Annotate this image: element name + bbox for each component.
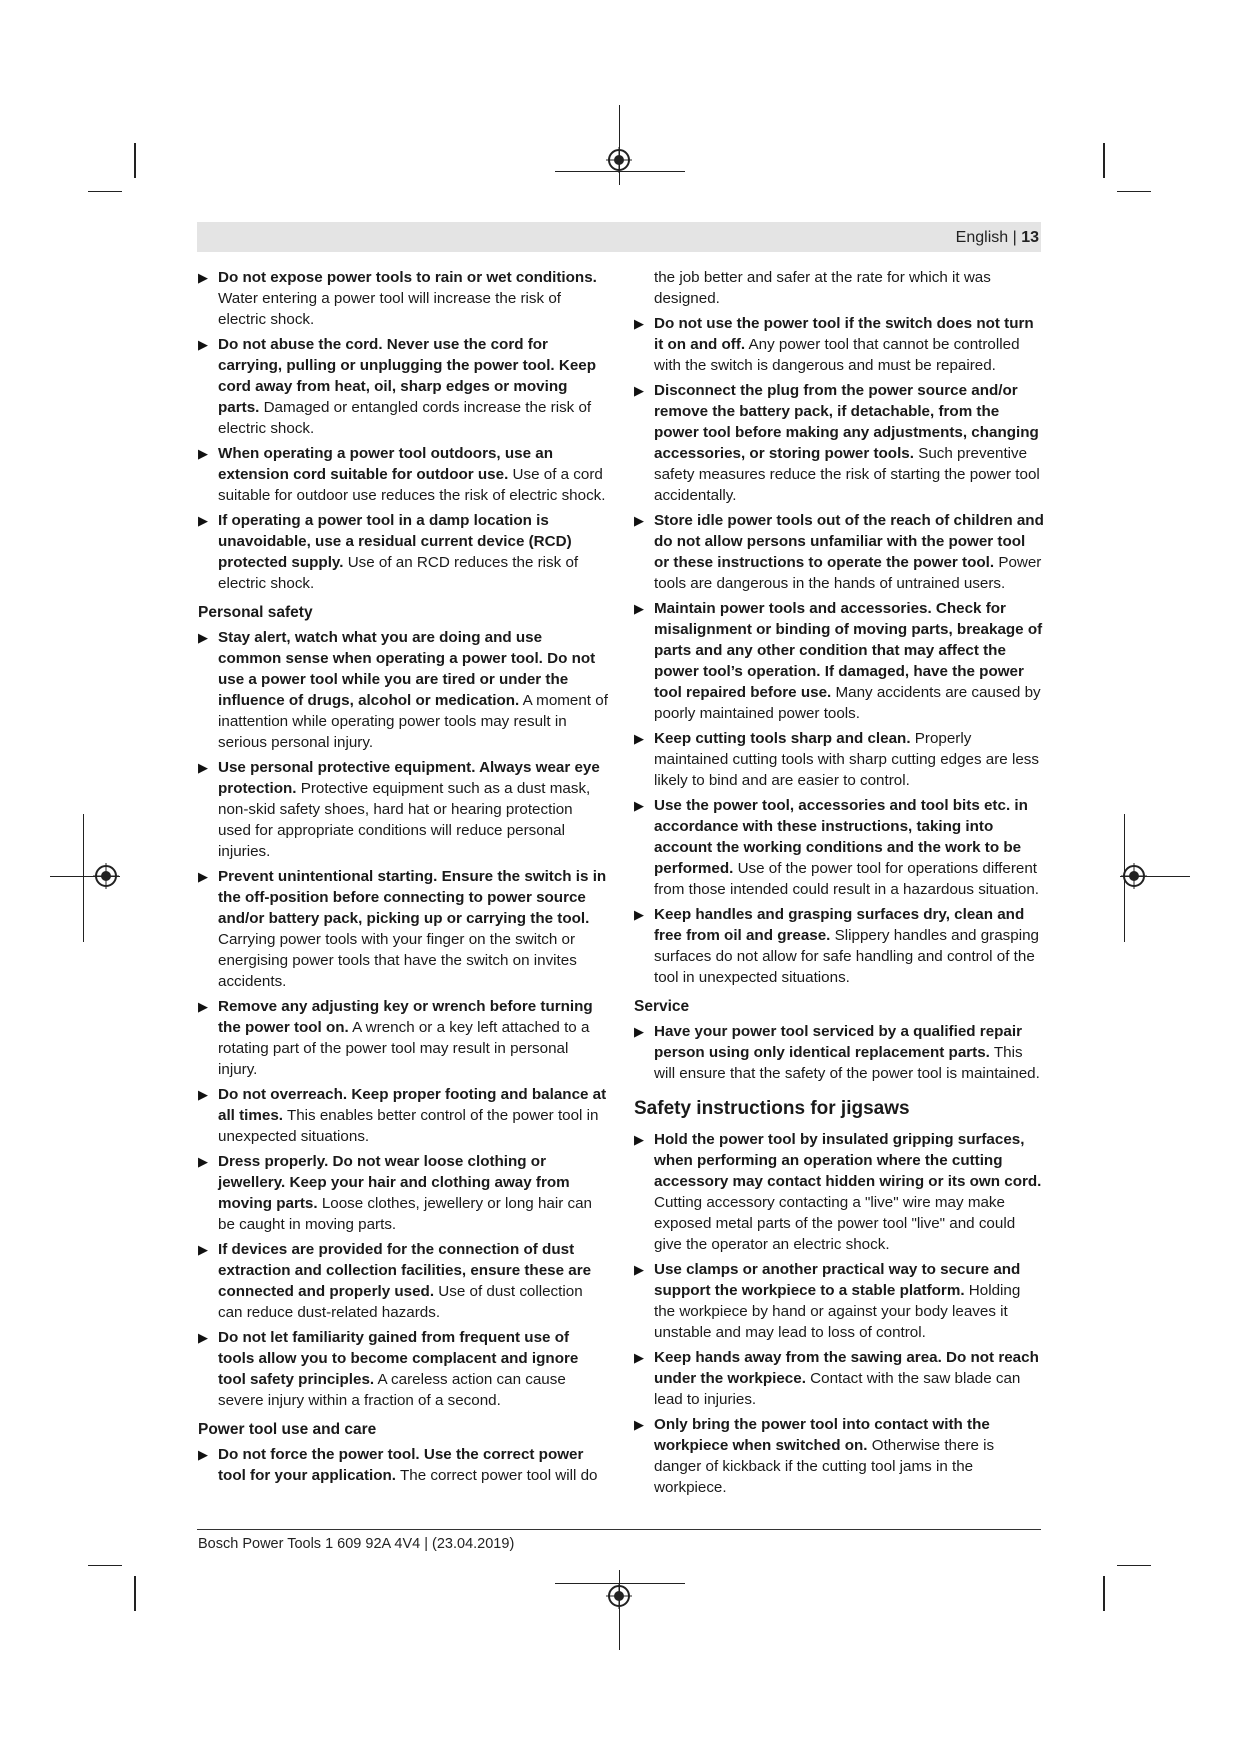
safety-instruction bbox=[198, 510, 608, 594]
triangle-bullet-icon: ▶ bbox=[198, 1330, 208, 1345]
instruction-text: The correct power tool will do bbox=[399, 1467, 598, 1484]
instruction-text: Properly maintained cutting tools with sharp cutting edges are less likely to bind and are easier to control. bbox=[654, 730, 1039, 789]
instruction-text: Slippery handles and grasping surfaces do not allow for safe handling and control of the tool in unexpected situations. bbox=[654, 927, 1039, 986]
safety-instruction bbox=[198, 1084, 608, 1147]
instruction-lead: Use personal protective equipment. Always wear eye protection. bbox=[218, 759, 600, 797]
safety-instruction bbox=[634, 313, 1044, 376]
crop-mark bbox=[134, 143, 136, 178]
instruction-lead: Stay alert, watch what you are doing and use common sense when operating a power tool. Do not use a power tool while you are tired or under the influence of drugs, alcohol or medication. bbox=[218, 629, 596, 709]
instruction-lead: Hold the power tool by insulated gripping surfaces, when performing an operation where the cutting accessory may contact hidden wiring or its own cord. bbox=[654, 1131, 1042, 1190]
instruction-lead: Maintain power tools and accessories. Check for misalignment or binding of moving parts, breakage of parts and any other condition that may affect the power tool’s operation. If damaged, have the power tool repaired before use. bbox=[654, 600, 1043, 701]
instruction-text: Water entering a power tool will increase the risk of electric shock. bbox=[218, 290, 561, 328]
triangle-bullet-icon: ▶ bbox=[198, 337, 208, 352]
instruction-text: Use of a cord suitable for outdoor use reduces the risk of electric shock. bbox=[218, 466, 606, 504]
safety-instruction bbox=[634, 598, 1044, 724]
instruction-lead: Dress properly. Do not wear loose clothing or jewellery. Keep your hair and clothing away from moving parts. bbox=[218, 1153, 570, 1212]
safety-instruction bbox=[198, 334, 608, 439]
section-heading: Safety instructions for jigsaws bbox=[634, 1098, 910, 1119]
instruction-text: Such preventive safety measures reduce the risk of starting the power tool accidentally. bbox=[654, 445, 1040, 504]
instruction-text: Power tools are dangerous in the hands of untrained users. bbox=[654, 554, 1042, 592]
instruction-lead: Keep cutting tools sharp and clean. bbox=[654, 730, 911, 747]
instruction-text: Carrying power tools with your finger on the switch or energising power tools that have the switch on invites accidents. bbox=[218, 931, 577, 990]
instruction-text: A wrench or a key left attached to a rotating part of the power tool may result in personal injury. bbox=[218, 1019, 590, 1078]
instruction-lead: Have your power tool serviced by a qualified repair person using only identical replacement parts. bbox=[654, 1023, 1022, 1061]
instruction-lead: Do not let familiarity gained from frequent use of tools allow you to become complacent and ignore tool safety principles. bbox=[218, 1329, 579, 1388]
safety-instruction bbox=[198, 1151, 608, 1235]
triangle-bullet-icon: ▶ bbox=[634, 1024, 644, 1039]
instruction-lead: When operating a power tool outdoors, use an extension cord suitable for outdoor use. bbox=[218, 445, 553, 483]
header-separator: | bbox=[1008, 229, 1022, 246]
triangle-bullet-icon: ▶ bbox=[634, 383, 644, 398]
section-heading: Personal safety bbox=[198, 604, 313, 621]
safety-instruction bbox=[634, 510, 1044, 594]
instruction-text: A moment of inattention while operating power tools may result in serious personal injury. bbox=[218, 692, 608, 751]
instruction-text: Many accidents are caused by poorly maintained power tools. bbox=[654, 684, 1041, 722]
instruction-text: Any power tool that cannot be controlled with the switch is dangerous and must be repaired. bbox=[654, 336, 1020, 374]
triangle-bullet-icon: ▶ bbox=[634, 907, 644, 922]
safety-instruction bbox=[198, 1327, 608, 1411]
instruction-text: A careless action can cause severe injury within a fraction of a second. bbox=[218, 1371, 566, 1409]
triangle-bullet-icon: ▶ bbox=[198, 1087, 208, 1102]
instruction-text: This enables better control of the power tool in unexpected situations. bbox=[218, 1107, 599, 1145]
instruction-lead: Keep handles and grasping surfaces dry, clean and free from oil and grease. bbox=[654, 906, 1025, 944]
safety-instruction bbox=[198, 1239, 608, 1323]
instruction-lead: Do not abuse the cord. Never use the cord for carrying, pulling or unplugging the power tool. Keep cord away from heat, oil, sharp edges or moving parts. bbox=[218, 336, 596, 416]
triangle-bullet-icon: ▶ bbox=[198, 1242, 208, 1257]
safety-instruction bbox=[634, 380, 1044, 506]
instruction-lead: If devices are provided for the connection of dust extraction and collection facilities, ensure these are connected and properly used. bbox=[218, 1241, 592, 1300]
crop-mark bbox=[88, 191, 122, 192]
safety-instruction bbox=[634, 1259, 1044, 1343]
triangle-bullet-icon: ▶ bbox=[634, 731, 644, 746]
continued-paragraph bbox=[634, 267, 1044, 309]
triangle-bullet-icon: ▶ bbox=[634, 1132, 644, 1147]
instruction-lead: If operating a power tool in a damp location is unavoidable, use a residual current device (RCD) protected supply. bbox=[218, 512, 572, 571]
safety-instruction bbox=[198, 866, 608, 992]
triangle-bullet-icon: ▶ bbox=[634, 1417, 644, 1432]
safety-instruction bbox=[634, 1414, 1044, 1498]
triangle-bullet-icon: ▶ bbox=[198, 1154, 208, 1169]
triangle-bullet-icon: ▶ bbox=[198, 513, 208, 528]
safety-instruction bbox=[198, 1444, 608, 1486]
triangle-bullet-icon: ▶ bbox=[634, 1350, 644, 1365]
safety-instruction bbox=[634, 795, 1044, 900]
crop-mark bbox=[1117, 1565, 1151, 1566]
footer-rule bbox=[197, 1529, 1041, 1530]
triangle-bullet-icon: ▶ bbox=[634, 1262, 644, 1277]
safety-instruction bbox=[198, 996, 608, 1080]
triangle-bullet-icon: ▶ bbox=[198, 270, 208, 285]
section-heading: Service bbox=[634, 998, 690, 1015]
safety-instruction bbox=[198, 757, 608, 862]
instruction-text: Contact with the saw blade can lead to injuries. bbox=[654, 1370, 1021, 1408]
instruction-lead: Keep hands away from the sawing area. Do not reach under the workpiece. bbox=[654, 1349, 1039, 1387]
triangle-bullet-icon: ▶ bbox=[634, 316, 644, 331]
instruction-text: Holding the workpiece by hand or against your body leaves it unstable and may lead to loss of control. bbox=[654, 1282, 1021, 1341]
instruction-lead: Store idle power tools out of the reach of children and do not allow persons unfamiliar with the power tool or these instructions to operate the power tool. bbox=[654, 512, 1044, 571]
instruction-text: This will ensure that the safety of the power tool is maintained. bbox=[654, 1044, 1040, 1082]
safety-instruction bbox=[198, 627, 608, 753]
instruction-text: Use of an RCD reduces the risk of electric shock. bbox=[218, 554, 579, 592]
left-column bbox=[198, 267, 608, 1490]
page-number: 13 bbox=[1021, 229, 1039, 246]
instruction-lead: Remove any adjusting key or wrench before turning the power tool on. bbox=[218, 998, 593, 1036]
triangle-bullet-icon: ▶ bbox=[198, 869, 208, 884]
instruction-lead: Use the power tool, accessories and tool bits etc. in accordance with these instructions, taking into account the working conditions and the work to be performed. bbox=[654, 797, 1028, 877]
crop-mark bbox=[134, 1576, 136, 1611]
triangle-bullet-icon: ▶ bbox=[634, 601, 644, 616]
triangle-bullet-icon: ▶ bbox=[198, 1447, 208, 1462]
section-heading: Power tool use and care bbox=[198, 1421, 377, 1438]
triangle-bullet-icon: ▶ bbox=[198, 630, 208, 645]
instruction-lead: Use clamps or another practical way to secure and support the workpiece to a stable platform. bbox=[654, 1261, 1021, 1299]
safety-instruction bbox=[634, 1129, 1044, 1255]
triangle-bullet-icon: ▶ bbox=[634, 798, 644, 813]
triangle-bullet-icon: ▶ bbox=[634, 513, 644, 528]
safety-instruction bbox=[198, 267, 608, 330]
crop-mark bbox=[1117, 191, 1151, 192]
crop-mark bbox=[1103, 1576, 1105, 1611]
triangle-bullet-icon: ▶ bbox=[198, 999, 208, 1014]
footer-text: Bosch Power Tools 1 609 92A 4V4 | (23.04.2019) bbox=[198, 1536, 515, 1552]
crop-mark bbox=[1103, 143, 1105, 178]
instruction-text: Damaged or entangled cords increase the risk of electric shock. bbox=[218, 399, 592, 437]
instruction-lead: Do not force the power tool. Use the correct power tool for your application. bbox=[218, 1446, 584, 1484]
triangle-bullet-icon: ▶ bbox=[198, 446, 208, 461]
header-language: English bbox=[955, 229, 1009, 246]
instruction-lead: Prevent unintentional starting. Ensure the switch is in the off-position before connecting to power source and/or battery pack, picking up or carrying the tool. bbox=[218, 868, 607, 927]
instruction-lead: Do not expose power tools to rain or wet conditions. bbox=[218, 269, 597, 286]
instruction-lead: Disconnect the plug from the power source and/or remove the battery pack, if detachable, from the power tool before making any adjustments, changing accessories, or storing power tools. bbox=[654, 382, 1039, 462]
safety-instruction bbox=[634, 728, 1044, 791]
triangle-bullet-icon: ▶ bbox=[198, 760, 208, 775]
instruction-text: Loose clothes, jewellery or long hair can be caught in moving parts. bbox=[218, 1195, 592, 1233]
instruction-lead: Do not overreach. Keep proper footing and balance at all times. bbox=[218, 1086, 607, 1124]
crop-mark bbox=[88, 1565, 122, 1566]
instruction-text: Otherwise there is danger of kickback if the cutting tool jams in the workpiece. bbox=[654, 1437, 995, 1496]
page-header bbox=[956, 229, 1039, 247]
header-band bbox=[197, 222, 1041, 252]
instruction-text: Cutting accessory contacting a "live" wire may make exposed metal parts of the power tool "live" and could give the operator an electric shock. bbox=[654, 1194, 1016, 1253]
safety-instruction bbox=[198, 443, 608, 506]
safety-instruction bbox=[634, 1347, 1044, 1410]
instruction-text: Use of the power tool for operations different from those intended could result in a hazardous situation. bbox=[654, 860, 1039, 898]
body-text: the job better and safer at the rate for which it was designed. bbox=[654, 269, 991, 307]
instruction-text: Protective equipment such as a dust mask, non-skid safety shoes, hard hat or hearing protection used for appropriate conditions will reduce personal injuries. bbox=[218, 780, 591, 860]
instruction-lead: Only bring the power tool into contact with the workpiece when switched on. bbox=[654, 1416, 990, 1454]
instruction-lead: Do not use the power tool if the switch does not turn it on and off. bbox=[654, 315, 1034, 353]
safety-instruction bbox=[634, 1021, 1044, 1084]
right-column bbox=[634, 267, 1044, 1502]
safety-instruction bbox=[634, 904, 1044, 988]
instruction-text: Use of dust collection can reduce dust-related hazards. bbox=[218, 1283, 583, 1321]
